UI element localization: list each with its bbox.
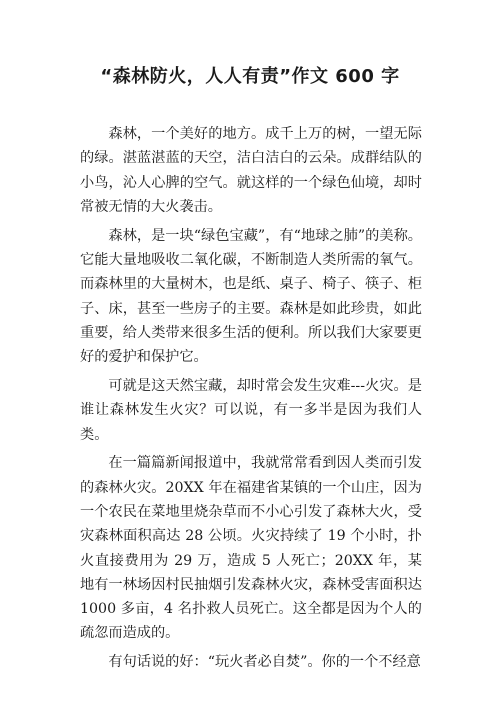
document-body <box>80 122 422 679</box>
paragraph: 森林，是一块“绿色宝藏”，有“地球之肺”的美称。它能大量地吸收二氧化碳，不断制造人类所需的氧气。而森林里的大量树木，也是纸、桌子、椅子、筷子、柜子、床，甚至一些房子的主要。森林是如此珍贵，如此重要，给人类带来很多生活的便利。所以我们大家要更好的爱护和保护它。 <box>80 227 422 366</box>
paragraph: 有句话说的好：“玩火者必自焚”。你的一个不经意 <box>108 654 421 671</box>
paragraph: 在一篇篇新闻报道中，我就常常看到因人类而引发的森林火灾。20XX 年在福建省某镇的一个山庄，因为一个农民在菜地里烧杂草而不小心引发了森林大火，受灾森林面积高达 28 公顷。火灾持续了 19 个小时，扑火直接费用为 29 万，造成 5 人死亡；20XX 年，某地有一林场因村民抽烟引发森林火灾，森林受害面积达 1000 多亩，4 名扑救人员死亡。这全都是因为个人的疏忽而造成的。 <box>80 455 422 642</box>
document-title: “森林防火，人人有责”作文 600 字 <box>100 66 400 87</box>
paragraph: 可就是这天然宝藏，却时常会发生灾难---火灾。是谁让森林发生火灾？可以说，有一多半是因为我们人类。 <box>80 377 422 443</box>
paragraph: 森林，一个美好的地方。成千上万的树，一望无际的绿。湛蓝湛蓝的天空，洁白洁白的云朵。成群结队的小鸟，沁人心脾的空气。就这样的一个绿色仙境，却时常被无情的大火袭击。 <box>80 126 422 215</box>
